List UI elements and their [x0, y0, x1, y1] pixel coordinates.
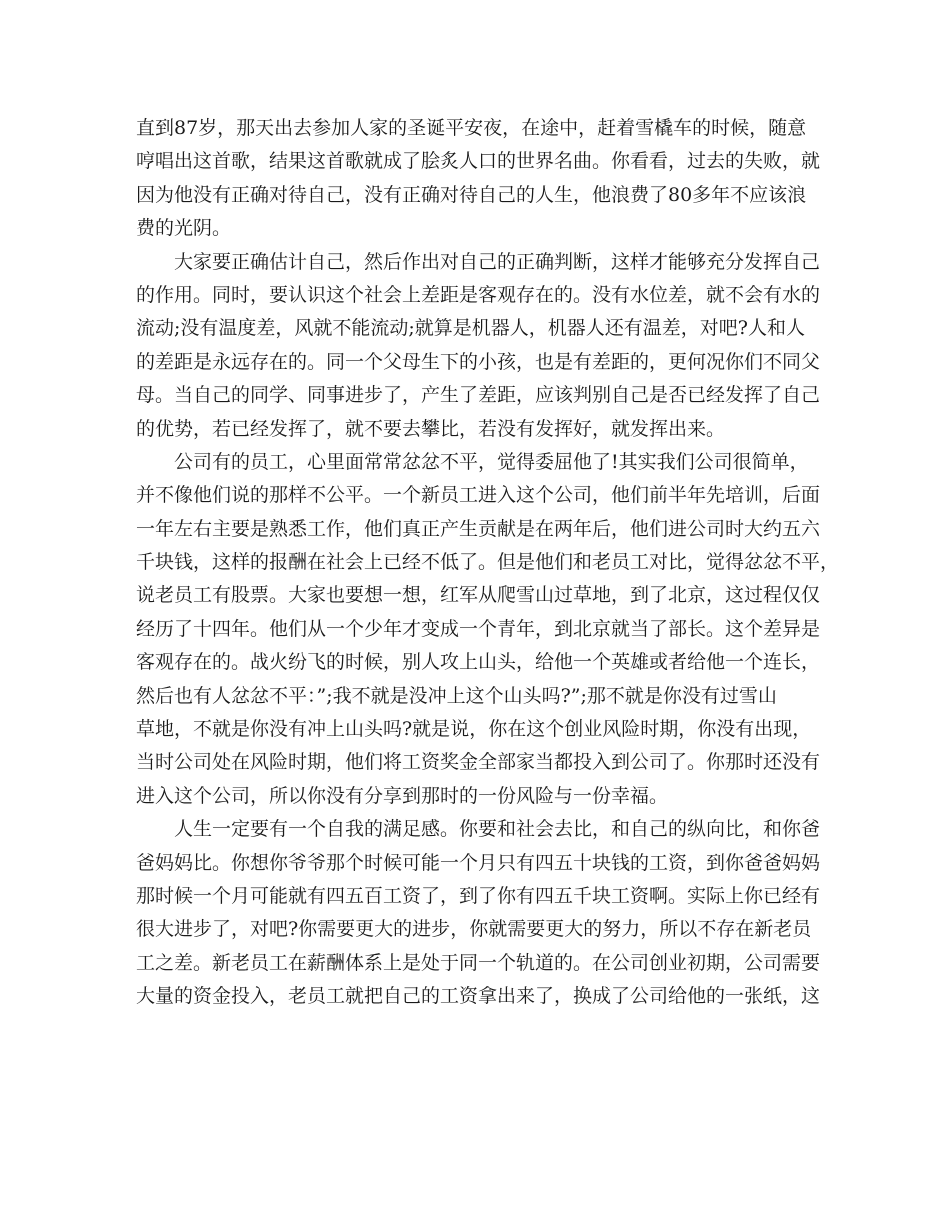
text-line: 说老员工有股票。大家也要想一想，红军从爬雪山过草地，到了北京，这过程仅仅	[136, 584, 821, 607]
paragraph-1	[136, 112, 824, 246]
text-line: 那时候一个月可能就有四五百工资了，到了你有四五千块工资啊。实际上你已经有	[136, 884, 821, 907]
text-line: 的优势，若已经发挥了，就不要去攀比，若没有发挥好，就发挥出来。	[136, 417, 726, 440]
text-line: 很大进步了，对吧?你需要更大的进步，你就需要更大的努力，所以不存在新老员	[136, 918, 812, 941]
text-line: 因为他没有正确对待自己，没有正确对待自己的人生，他浪费了80多年不应该浪	[136, 183, 807, 206]
text-line: 流动;没有温度差，风就不能流动;就算是机器人，机器人还有温差，对吧?人和人	[136, 317, 805, 340]
text-line: 大家要正确估计自己，然后作出对自己的正确判断，这样才能够充分发挥自己	[174, 250, 821, 273]
document-body	[136, 112, 840, 1014]
text-line: 草地，不就是你没有冲上山头吗?就是说，你在这个创业风险时期，你没有出现，	[136, 718, 812, 741]
text-line: 公司有的员工，心里面常常忿忿不平，觉得委屈他了!其实我们公司很简单，	[174, 450, 809, 473]
text-line: 人生一定要有一个自我的满足感。你要和社会去比，和自己的纵向比，和你爸	[174, 818, 821, 841]
text-line: 爸妈妈比。你想你爷爷那个时候可能一个月只有四五十块钱的工资，到你爸爸妈妈	[136, 851, 821, 874]
text-line: 费的光阴。	[136, 217, 232, 240]
paragraph-3	[136, 446, 840, 813]
text-line: 当时公司处在风险时期，他们将工资奖金全部家当都投入到公司了。你那时还没有	[136, 751, 821, 774]
text-line: 大量的资金投入，老员工就把自己的工资拿出来了，换成了公司给他的一张纸，这	[136, 985, 821, 1008]
text-line: 哼唱出这首歌，结果这首歌就成了脍炙人口的世界名曲。你看看，过去的失败，就	[136, 150, 821, 173]
text-line: 母。当自己的同学、同事进步了，产生了差距，应该判别自己是否已经发挥了自己	[136, 384, 821, 407]
paragraph-4	[136, 813, 824, 1013]
text-line: 直到87岁，那天出去参加人家的圣诞平安夜，在途中，赶着雪橇车的时候，随意	[136, 117, 807, 139]
text-line: 进入这个公司，所以你没有分享到那时的一份风险与一份幸福。	[136, 784, 669, 807]
text-line: 的作用。同时，要认识这个社会上差距是客观存在的。没有水位差，就不会有水的	[136, 283, 821, 306]
text-line: 经历了十四年。他们从一个少年才变成一个青年，到北京就当了部长。这个差异是	[136, 617, 821, 640]
text-line: 的差距是永远存在的。同一个父母生下的小孩，也是有差距的，更何况你们不同父	[136, 350, 821, 373]
paragraph-2	[136, 246, 824, 446]
text-line: 工之差。新老员工在薪酬体系上是处于同一个轨道的。在公司创业初期，公司需要	[136, 951, 821, 974]
text-line: 客观存在的。战火纷飞的时候，别人攻上山头，给他一个英雄或者给他一个连长，	[136, 651, 821, 674]
text-line: 一年左右主要是熟悉工作，他们真正产生贡献是在两年后，他们进公司时大约五六	[136, 517, 821, 540]
text-line: 然后也有人忿忿不平：”;我不就是没冲上这个山头吗?”;那不就是你没有过雪山	[136, 684, 777, 707]
text-line: 千块钱，这样的报酬在社会上已经不低了。但是他们和老员工对比，觉得忿忿不平，	[136, 551, 840, 574]
text-line: 并不像他们说的那样不公平。一个新员工进入这个公司，他们前半年先培训，后面	[136, 484, 821, 507]
